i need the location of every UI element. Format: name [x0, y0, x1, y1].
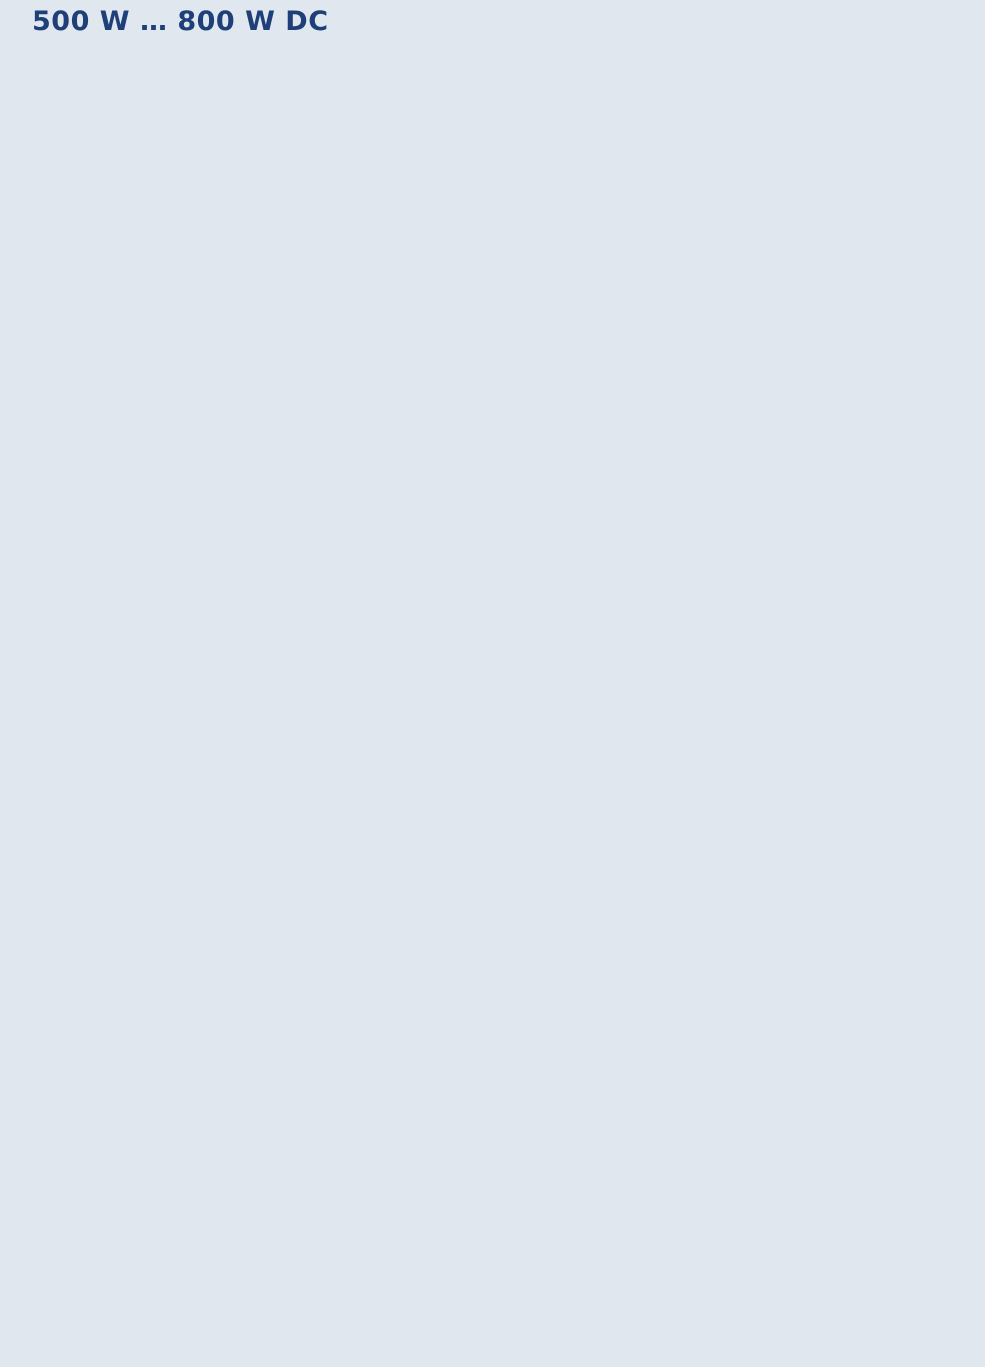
spec-table-800w: [11, 740, 983, 784]
spec-table-500w: [11, 71, 983, 137]
footnotes: [11, 1274, 981, 1367]
page-title: 500 W … 800 W DC: [32, 6, 329, 37]
